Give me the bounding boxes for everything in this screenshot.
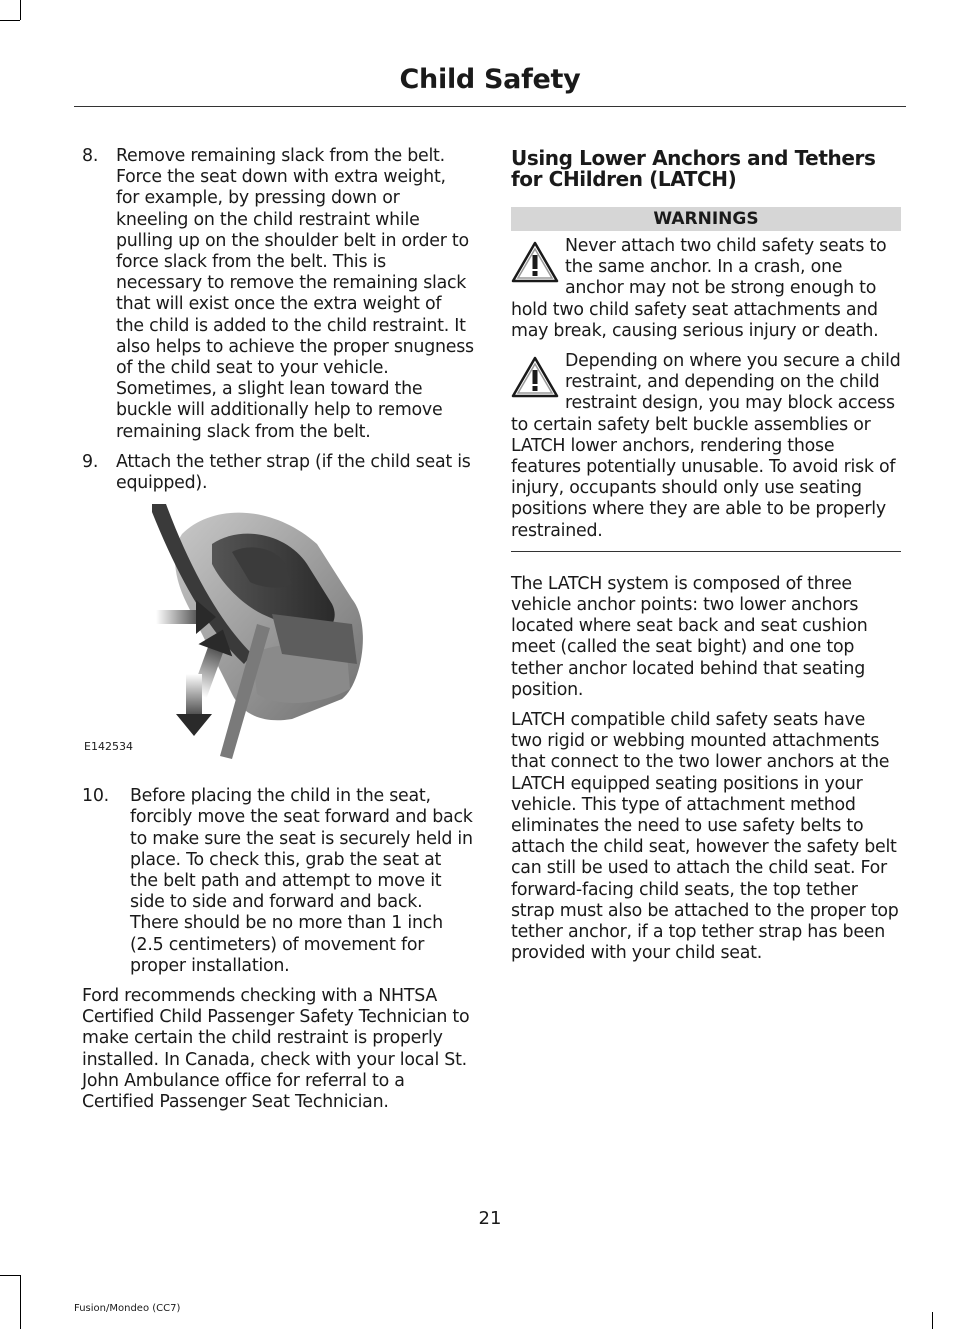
item-text: Remove remaining slack from the belt. Force the seat down with extra weight, for example, by pressing down or kneeling on the child restraint while pulling up on the shoulder belt in order to force slack from the belt. This is necessary to remove the remaining slack that will exist once the extra weight of the child is added to the child restraint. It also helps to achieve the proper snugness of the child seat to your vehicle. Sometimes, a slight lean toward the buckle will additionally help to remove remaining slack from the belt.	[116, 146, 474, 442]
footer-model: Fusion/Mondeo (CC7)	[74, 1303, 181, 1314]
right-column	[511, 146, 901, 974]
warning-triangle-icon	[511, 355, 559, 399]
section-heading: Using Lower Anchors and Tethers for CHildren (LATCH)	[511, 146, 876, 191]
crop-mark	[0, 1275, 20, 1276]
warning-text: Depending on where you secure a child restraint, and depending on the child restraint design, you may block access to certain safety belt buckle assemblies or LATCH lower anchors, rendering those features potentially unusable. To avoid risk of injury, occupants should only use seating positions where they are able to be properly restrained.	[511, 351, 901, 541]
warning-text: Never attach two child safety seats to the same anchor. In a crash, one anchor may not be strong enough to hold two child safety seat attachments and may break, causing serious injury or death.	[511, 236, 887, 341]
crop-mark	[932, 1312, 933, 1329]
body-paragraph: The LATCH system is composed of three vehicle anchor points: two lower anchors located where seat back and seat cushion meet (called the seat bight) and one top tether anchor located behind that seating position.	[511, 573, 868, 700]
list-item	[82, 146, 474, 443]
warning-item	[511, 236, 901, 342]
item-text: Before placing the child in the seat, forcibly move the seat forward and back to make sure the seat is securely held in place. To check this, grab the seat at the belt path and attempt to move it side to side and forward and back. There should be no more than 1 inch (2.5 centimeters) of movement for proper installation.	[130, 786, 473, 976]
warning-triangle-icon	[511, 240, 559, 284]
warning-item	[511, 351, 901, 542]
list-item	[82, 452, 474, 494]
page-number: 21	[478, 1208, 502, 1229]
body-paragraph: Ford recommends checking with a NHTSA Certified Child Passenger Safety Technician to make certain the child restraint is properly installed. In Canada, check with your local St. John Ambulance office for referral to a Certified Passenger Seat Technician.	[82, 986, 470, 1113]
list-item	[82, 786, 474, 977]
left-column	[82, 146, 474, 1122]
warnings-end-rule	[511, 551, 901, 552]
child-seat-illustration	[82, 504, 474, 772]
header-rule	[74, 106, 906, 107]
item-number: 8.	[82, 146, 99, 166]
figure-code: E142534	[84, 740, 133, 754]
crop-mark	[0, 20, 20, 21]
crop-mark	[20, 1275, 21, 1329]
body-paragraph: LATCH compatible child safety seats have two rigid or webbing mounted attachments that connect to the two lower anchors at the LATCH equipped seating positions in your vehicle. This type of attachment method eliminates the need to use safety belts to attach the child seat, however the safety belt can still be used to attach the child seat. For forward-facing child seats, the top tether strap must also be attached to the proper top tether anchor, if a top tether strap has been provided with your child seat.	[511, 710, 899, 964]
item-number: 10.	[82, 786, 109, 807]
page-title: Child Safety	[399, 64, 581, 95]
item-text: Attach the tether strap (if the child seat is equipped).	[116, 451, 471, 494]
item-number: 9.	[82, 451, 99, 472]
warnings-banner: WARNINGS	[511, 207, 901, 231]
child-seat-image	[152, 504, 452, 772]
crop-mark	[20, 0, 21, 20]
